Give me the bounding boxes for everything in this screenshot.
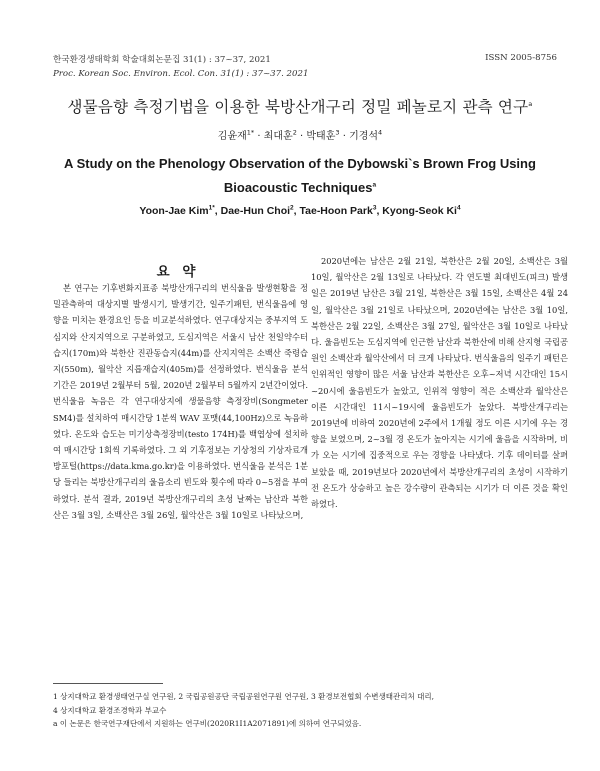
author-ko: 박태훈 — [306, 131, 336, 142]
footnote-affiliation: 4 상지대학교 환경조경학과 부교수 — [53, 705, 167, 715]
author-en-mark: 1* — [208, 204, 215, 212]
author-en-mark: 4 — [456, 204, 461, 212]
author-ko-mark: 4 — [378, 128, 383, 137]
authors-english: Yoon-Jae Kim$^{1*}$, Dae-Hun Choi$^2$, Tae-Hoon Park$^3$, Kyong-Seok Ki$^4$ — [139, 204, 461, 217]
title-english-text: A Study on the Phenology Observation of the Dybowski`s Brown Frog Using Bioacoustic Techniques — [64, 156, 536, 195]
author-ko: 최대훈 — [263, 131, 293, 142]
footnotes — [53, 690, 573, 731]
title-korean-text: 생물음향 측정기법을 이용한 북방산개구리 정밀 페놀로지 관측 연구 — [67, 98, 529, 116]
author-en: Kyong-Seok Ki — [382, 205, 457, 217]
author-ko-mark: 1* — [246, 128, 255, 137]
title-english-mark: a — [372, 181, 377, 189]
footnote-funding: a 이 논문은 한국연구재단에서 지원하는 연구비(2020R1I1A2071891)에 의하여 연구되었음. — [53, 719, 362, 728]
author-en-mark: 3 — [372, 204, 377, 212]
journal-header — [53, 53, 308, 81]
journal-citation-ko: 한국환경생태학회 학술대회논문집 31(1) : 37~37, 2021 — [53, 55, 271, 65]
author-ko-mark: 3 — [335, 128, 340, 137]
abstract-heading: 요 약 — [156, 264, 200, 280]
abstract-paragraph: 본 연구는 기후변화지표종 북방산개구리의 번식울음 발생현황을 정밀관측하여 대상지별 발생시기, 발생기간, 일주기패턴, 번식울음에 영향을 미치는 환경요인 등을 비교분석하였다. 연구대상지는 중부지역 도심지와 산지지역으로 구분하였고, 도심지역은 서울시 남산 천일약수터 습지(170m)와 북한산 진관동습지(44m)를 산지지역은 소백산 죽령습지(550m), 월악산 지릅재습지(405m)를 선정하였다. 번식울음 분석기간은 2019년 2월부터 5월, 2020년 2월부터 5월까지 2년간이었다. 번식울음 녹음은 각 연구대상지에 생물음향 측정장비(Songmeter SM4)를 설치하여 매시간당 1분씩 WAV 포맷(44,100Hz)으로 녹음하였다. 온도와 습도는 미기상측정장비(testo 174H)를 백엽상에 설치하여 매시간당 1회씩 기록하였다. 그 외 기후정보는 기상청의 기상자료개방포털(https://data.kma.go.kr)을 이용하였다. 번식울음 분석은 1분당 들리는 북방산개구리의 울음소리 빈도와 횟수에 따라 0~5점을 부여하였다. 분석 결과, 2019년 북방산개구리의 초성 날짜는 남산과 북한산은 3월 3일, 소백산은 3월 26일, 월악산은 3월 10일로 나타났으며, — [53, 283, 309, 520]
abstract-left-column — [53, 280, 308, 523]
title-korean-mark: a — [528, 99, 533, 108]
author-en: Dae-Hun Choi — [220, 205, 291, 217]
title-korean — [0, 95, 600, 117]
issn: ISSN 2005-8756 — [485, 53, 557, 63]
author-en: Yoon-Jae Kim — [139, 205, 209, 217]
footnote-affiliation: 1 상지대학교 환경생태연구실 연구원, 2 국립공원공단 국립공원연구원 연구원, 3 환경보전협회 수변생태관리처 대리, — [53, 692, 434, 701]
author-en-mark: 2 — [290, 204, 294, 212]
author-ko-mark: 2 — [292, 128, 297, 137]
author-ko: 김윤재 — [217, 131, 247, 142]
abstract-paragraph: 2020년에는 남산은 2월 21일, 북한산은 2월 20일, 소백산은 3월 10일, 월악산은 2월 13일로 나타났다. 각 연도별 최대빈도(피크) 발생일은 2019년 남산은 3월 21일, 북한산은 3월 15일, 소백산은 4월 24일, 월악산은 3월 21일로 나타났으며, 2020년에는 남산은 3월 10일, 북한산은 2월 22일, 소백산은 3월 27일, 월악산은 3월 10일로 나타났다. 울음빈도는 도심지역에 인근한 남산과 북한산에 비해 산지형 국립공원인 소백산과 월악산에서 더 크게 나타났다. 번식울음의 일주기 패턴은 인위적인 영향이 많은 서울 남산과 북한산은 오후~저녁 시간대인 15시~20시에 울음빈도가 높았고, 인위적 영향이 적은 소백산과 월악산은 이른 시간대인 11시~19시에 울음빈도가 높았다. 북방산개구리는 2019년에 비하여 2020년에 2주에서 1개월 정도 이른 시기에 우는 경향을 보였으며, 2~3월 경 온도가 높아지는 시기에 울음을 시작하며, 비가 오는 시기에 집중적으로 우는 경향을 나타냈다. 기후 데이터를 살펴보았을 때, 2019년보다 2020년에서 북방산개구리의 초성이 시작하기 전 온도가 상승하고 높은 강수량이 관측되는 시기가 더 이른 것을 확인하였다. — [311, 256, 568, 510]
title-english — [40, 152, 560, 200]
journal-citation-en: Proc. Korean Soc. Environ. Ecol. Con. 31(1) : 37~37. 2021 — [53, 69, 309, 79]
author-en: Tae-Hoon Park — [299, 205, 373, 217]
authors-korean: 김윤재$^{1*}$ · 최대훈$^2$ · 박태훈$^3$ · 기경석$^4$ — [217, 128, 383, 142]
author-ko: 기경석 — [349, 131, 379, 142]
abstract-right-column — [311, 253, 568, 512]
footnote-divider — [53, 683, 163, 684]
